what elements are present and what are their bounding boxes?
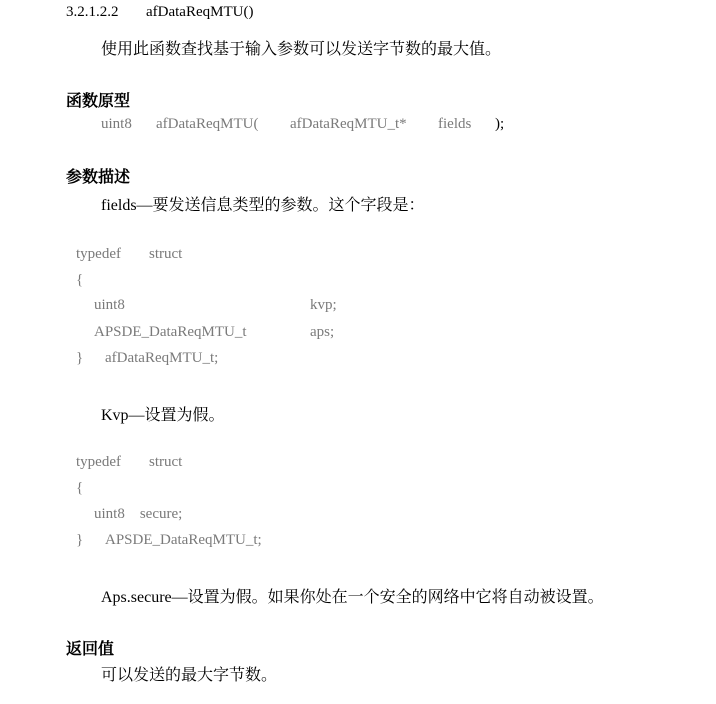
struct1-row1-name: kvp; (310, 297, 337, 313)
prototype-func-name: afDataReqMTU( (156, 116, 259, 132)
aps-desc: Aps.secure—设置为假。如果你处在一个安全的网络中它将自动被设置。 (101, 589, 604, 606)
struct1-close-brace: } (76, 350, 84, 366)
prototype-return-type: uint8 (101, 116, 132, 132)
struct1-struct: struct (149, 246, 183, 262)
struct1-row1-type: uint8 (94, 297, 125, 313)
return-heading: 返回值 (66, 639, 115, 658)
return-desc: 可以发送的最大字节数。 (101, 667, 278, 684)
intro-text: 使用此函数查找基于输入参数可以发送字节数的最大值。 (101, 41, 502, 58)
kvp-desc: Kvp—设置为假。 (101, 407, 225, 424)
struct2-open-brace: { (76, 480, 84, 496)
params-desc: fields—要发送信息类型的参数。这个字段是： (101, 197, 425, 214)
section-number: 3.2.1.2.2 (66, 4, 119, 20)
struct1-row2-type: APSDE_DataReqMTU_t (94, 324, 247, 340)
struct2-close-brace: } (76, 532, 84, 548)
section-title: afDataReqMTU() (146, 4, 254, 20)
struct1-row2-name: aps; (310, 324, 335, 340)
struct1-typedef: typedef (76, 246, 121, 262)
struct2-row: uint8 secure; (94, 506, 183, 522)
prototype-heading: 函数原型 (66, 91, 131, 110)
struct1-open-brace: { (76, 272, 84, 288)
struct2-struct: struct (149, 454, 183, 470)
prototype-close: ); (495, 116, 505, 132)
struct2-typedef: typedef (76, 454, 121, 470)
params-heading: 参数描述 (66, 167, 131, 186)
struct1-typename: afDataReqMTU_t; (105, 350, 219, 366)
struct2-typename: APSDE_DataReqMTU_t; (105, 532, 262, 548)
prototype-param-type: afDataReqMTU_t* (290, 116, 407, 132)
prototype-param-name: fields (438, 116, 472, 132)
